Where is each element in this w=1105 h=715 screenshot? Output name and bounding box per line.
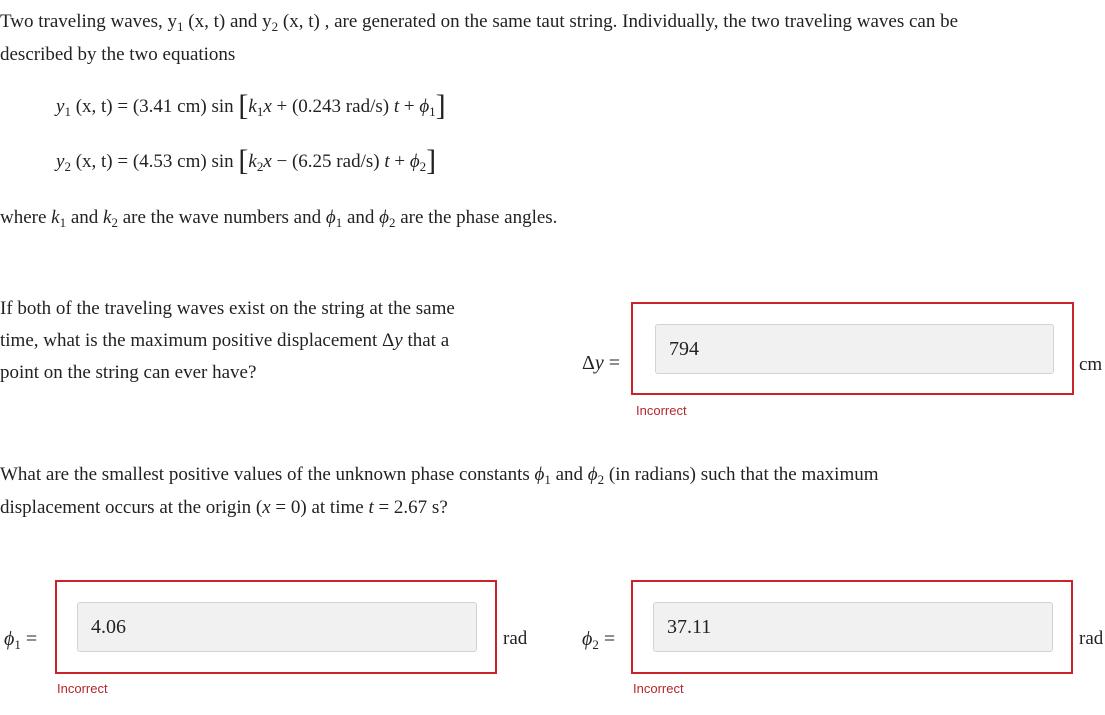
- delta-y-unit: cm: [1079, 354, 1103, 375]
- intro-text-a: Two traveling waves, y: [0, 11, 178, 32]
- delta-y-input[interactable]: 794: [655, 324, 1054, 374]
- q2-phi2: ϕ: [587, 464, 598, 485]
- intro-line-2: described by the two equations: [0, 44, 236, 65]
- q1-y: y: [394, 330, 403, 351]
- delta-y-label-y: y: [594, 352, 604, 374]
- where-text-e: are the phase angles.: [395, 207, 558, 228]
- intro-sub-1: 1: [177, 19, 184, 34]
- phi2-label-sub: 2: [592, 637, 599, 652]
- intro-text-c: (x, t) , are generated on the same taut string. Individually, the two traveling waves can be: [278, 11, 959, 32]
- delta-y-label-delta: Δ: [582, 352, 595, 374]
- q2-phi2-sub: 2: [597, 472, 605, 487]
- question-1-text: [0, 293, 540, 389]
- q2-text-b: (in radians) such that the maximum: [604, 464, 879, 485]
- eq2-amplitude: (4.53 cm) sin: [132, 151, 239, 172]
- q2-phi1: ϕ: [534, 464, 545, 485]
- eq1-args: (x, t) =: [70, 96, 133, 117]
- q2-text-d: = 0) at time: [270, 497, 369, 518]
- where-k1-sub: 1: [59, 215, 67, 230]
- phi1-label-sym: ϕ: [4, 628, 15, 650]
- phi2-input[interactable]: 37.11: [653, 602, 1053, 652]
- eq2-args: (x, t) =: [70, 151, 133, 172]
- where-phi1-sub: 1: [335, 215, 343, 230]
- q2-text-a: What are the smallest positive values of the unknown phase constants: [0, 464, 535, 485]
- eq2-x: x: [263, 151, 272, 172]
- phi1-label-sub: 1: [14, 637, 21, 652]
- q1-line-3: point on the string can ever have?: [0, 362, 257, 383]
- q2-line-1: [0, 459, 1100, 492]
- q2-phi1-sub: 1: [544, 472, 551, 487]
- eq2-close-bracket: ]: [426, 144, 437, 177]
- phi2-label-sym: ϕ: [582, 628, 593, 650]
- delta-y-label-eq: =: [603, 352, 621, 374]
- intro-paragraph: [0, 6, 1100, 71]
- intro-sub-2: 2: [271, 19, 279, 34]
- eq2-k-sub: 2: [256, 159, 264, 174]
- phi2-feedback: Incorrect: [633, 681, 684, 696]
- eq2-plus: +: [389, 151, 410, 172]
- eq1-y-sub: 1: [64, 104, 71, 119]
- where-sentence: [0, 202, 557, 235]
- where-text-a: where: [0, 207, 52, 228]
- q2-x: x: [262, 497, 271, 518]
- equation-2: [56, 144, 437, 177]
- eq1-k: k: [248, 96, 257, 117]
- q2-t: t: [368, 497, 374, 518]
- eq1-k-sub: 1: [256, 104, 264, 119]
- q2-text-e: = 2.67 s?: [373, 497, 448, 518]
- eq1-plus: +: [399, 96, 420, 117]
- q2-line-2: [0, 492, 1100, 524]
- phi2-label-eq: =: [598, 628, 616, 650]
- equation-1: [56, 89, 446, 122]
- q1-line-2: [0, 325, 540, 357]
- eq1-y: y: [56, 96, 65, 117]
- delta-y-feedback: Incorrect: [636, 403, 687, 418]
- where-k2-sub: 2: [111, 215, 118, 230]
- q1-text-b: that a: [402, 330, 450, 351]
- q2-text-c: displacement occurs at the origin (: [0, 497, 263, 518]
- where-k1: k: [51, 207, 60, 228]
- phi2-answer-box: [631, 580, 1073, 674]
- q2-and: and: [550, 464, 588, 485]
- phi1-label-eq: =: [20, 628, 38, 650]
- q1-line-1: If both of the traveling waves exist on the string at the same: [0, 298, 455, 319]
- eq1-omega-term: + (0.243 rad/s): [271, 96, 394, 117]
- intro-line-1: [0, 6, 1100, 39]
- where-k2: k: [103, 207, 112, 228]
- q1-text-a: time, what is the maximum positive displacement: [0, 330, 383, 351]
- where-text-b: and: [66, 207, 104, 228]
- eq1-close-bracket: ]: [435, 89, 446, 122]
- where-phi2: ϕ: [379, 207, 389, 228]
- eq2-t: t: [384, 151, 390, 172]
- q1-delta: Δ: [382, 330, 395, 351]
- eq1-phi: ϕ: [419, 96, 430, 117]
- eq2-y-sub: 2: [64, 159, 71, 174]
- phi1-input[interactable]: 4.06: [77, 602, 477, 652]
- eq1-x: x: [263, 96, 272, 117]
- delta-y-label: [582, 352, 620, 375]
- eq2-omega-term: − (6.25 rad/s): [271, 151, 385, 172]
- eq2-k: k: [248, 151, 257, 172]
- where-text-d: and: [342, 207, 380, 228]
- eq1-amplitude: (3.41 cm) sin: [132, 96, 239, 117]
- where-phi2-sub: 2: [388, 215, 396, 230]
- eq2-phi: ϕ: [409, 151, 420, 172]
- question-2-text: [0, 459, 1100, 524]
- where-text-c: are the wave numbers and: [117, 207, 326, 228]
- phi1-unit: rad: [503, 628, 528, 649]
- eq2-phi-sub: 2: [419, 159, 427, 174]
- phi1-answer-box: [55, 580, 497, 674]
- eq2-open-bracket: [: [238, 144, 249, 177]
- phi2-unit: rad: [1079, 628, 1104, 649]
- phi1-feedback: Incorrect: [57, 681, 108, 696]
- eq2-y: y: [56, 151, 65, 172]
- delta-y-answer-box: [631, 302, 1074, 395]
- phi1-label: [4, 628, 37, 651]
- where-phi1: ϕ: [325, 207, 336, 228]
- eq1-t: t: [393, 96, 400, 117]
- phi2-label: [582, 628, 615, 651]
- eq1-phi-sub: 1: [429, 104, 436, 119]
- eq1-open-bracket: [: [238, 89, 249, 122]
- intro-text-b: (x, t) and y: [183, 11, 272, 32]
